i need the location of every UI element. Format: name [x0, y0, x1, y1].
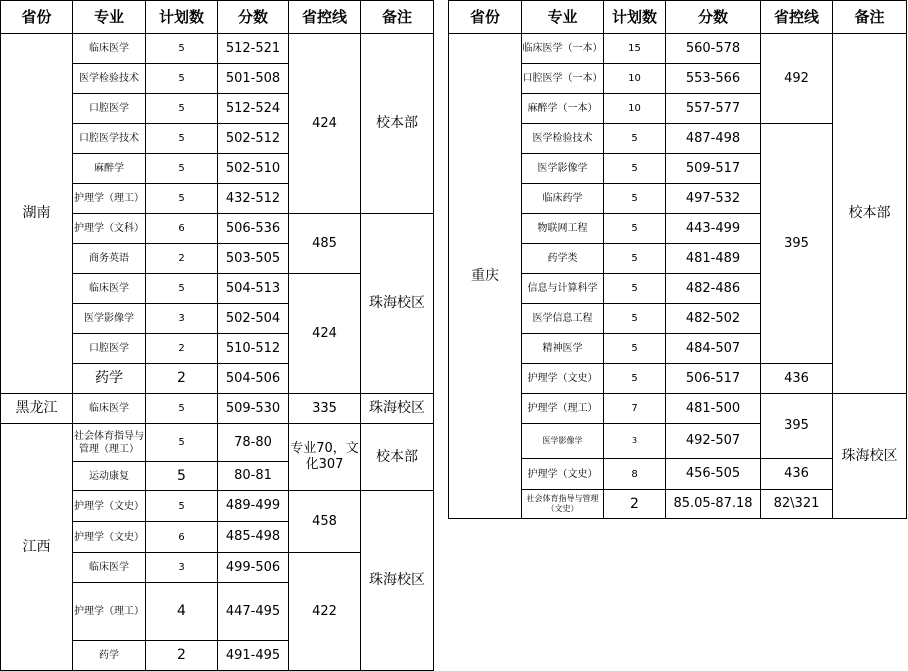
header-control: 省控线 — [761, 1, 833, 34]
plan-cell: 5 — [146, 154, 218, 184]
control-line-cell: 395 — [761, 394, 833, 459]
plan-cell: 5 — [604, 274, 666, 304]
major-cell: 口腔医学 — [73, 94, 146, 124]
score-cell: 487-498 — [666, 124, 761, 154]
province-cell: 江西 — [1, 424, 73, 671]
plan-cell: 7 — [604, 394, 666, 424]
major-cell: 商务英语 — [73, 244, 146, 274]
plan-cell: 3 — [146, 304, 218, 334]
score-cell: 78-80 — [218, 424, 289, 462]
control-line-cell: 422 — [289, 553, 361, 671]
score-cell: 502-512 — [218, 124, 289, 154]
score-cell: 557-577 — [666, 94, 761, 124]
major-cell: 护理学（理工） — [73, 583, 146, 641]
major-cell: 麻醉学 — [73, 154, 146, 184]
major-cell: 运动康复 — [73, 462, 146, 491]
major-cell: 口腔医学 — [73, 334, 146, 364]
score-cell: 509-517 — [666, 154, 761, 184]
plan-cell: 2 — [146, 364, 218, 394]
score-cell: 553-566 — [666, 64, 761, 94]
control-line-cell: 专业70，文化307 — [289, 424, 361, 491]
plan-cell: 6 — [146, 522, 218, 553]
header-major: 专业 — [73, 1, 146, 34]
note-cell: 珠海校区 — [361, 491, 434, 671]
major-cell: 临床医学 — [73, 553, 146, 583]
plan-cell: 3 — [604, 424, 666, 459]
plan-cell: 5 — [146, 94, 218, 124]
plan-cell: 5 — [604, 184, 666, 214]
major-cell: 麻醉学（一本） — [522, 94, 604, 124]
plan-cell: 5 — [146, 64, 218, 94]
plan-cell: 5 — [604, 334, 666, 364]
plan-cell: 2 — [146, 334, 218, 364]
header-plan: 计划数 — [604, 1, 666, 34]
score-cell: 481-500 — [666, 394, 761, 424]
major-cell: 护理学（文史） — [522, 364, 604, 394]
score-cell: 502-504 — [218, 304, 289, 334]
header-score: 分数 — [218, 1, 289, 34]
admission-table-left — [0, 0, 434, 671]
score-cell: 491-495 — [218, 641, 289, 671]
control-line-cell: 485 — [289, 214, 361, 274]
major-cell: 医学影像学 — [73, 304, 146, 334]
score-cell: 485-498 — [218, 522, 289, 553]
score-cell: 497-532 — [666, 184, 761, 214]
control-line-cell: 436 — [761, 364, 833, 394]
table-row — [1, 394, 434, 424]
major-cell: 护理学（文科） — [73, 214, 146, 244]
control-line-cell: 492 — [761, 34, 833, 124]
plan-cell: 3 — [146, 553, 218, 583]
note-cell: 珠海校区 — [361, 214, 434, 394]
control-line-cell: 436 — [761, 459, 833, 490]
header-major: 专业 — [522, 1, 604, 34]
admission-table-right — [448, 0, 907, 519]
plan-cell: 5 — [146, 462, 218, 491]
plan-cell: 10 — [604, 64, 666, 94]
header-row — [1, 1, 434, 34]
score-cell: 482-486 — [666, 274, 761, 304]
note-cell: 校本部 — [833, 34, 907, 394]
plan-cell: 5 — [604, 244, 666, 274]
control-line-cell: 395 — [761, 124, 833, 364]
score-cell: 489-499 — [218, 491, 289, 522]
plan-cell: 5 — [604, 304, 666, 334]
header-plan: 计划数 — [146, 1, 218, 34]
score-cell: 503-505 — [218, 244, 289, 274]
control-line-cell: 458 — [289, 491, 361, 553]
score-cell: 481-489 — [666, 244, 761, 274]
header-row — [449, 1, 907, 34]
major-cell: 物联网工程 — [522, 214, 604, 244]
plan-cell: 2 — [146, 641, 218, 671]
score-cell: 499-506 — [218, 553, 289, 583]
major-cell: 医学信息工程 — [522, 304, 604, 334]
major-cell: 临床医学 — [73, 394, 146, 424]
score-cell: 484-507 — [666, 334, 761, 364]
plan-cell: 10 — [604, 94, 666, 124]
score-cell: 502-510 — [218, 154, 289, 184]
score-cell: 560-578 — [666, 34, 761, 64]
major-cell: 护理学（文史） — [73, 491, 146, 522]
major-cell: 信息与计算科学 — [522, 274, 604, 304]
table-row — [1, 424, 434, 462]
plan-cell: 5 — [604, 364, 666, 394]
major-cell: 护理学（文史） — [522, 459, 604, 490]
control-line-cell: 335 — [289, 394, 361, 424]
major-cell: 医学影像学 — [522, 154, 604, 184]
major-cell: 临床医学 — [73, 274, 146, 304]
table-row — [1, 34, 434, 64]
score-cell: 512-521 — [218, 34, 289, 64]
major-cell: 护理学（理工） — [73, 184, 146, 214]
plan-cell: 5 — [146, 34, 218, 64]
score-cell: 506-517 — [666, 364, 761, 394]
score-cell: 492-507 — [666, 424, 761, 459]
major-cell: 护理学（理工） — [522, 394, 604, 424]
score-cell: 85.05-87.18 — [666, 490, 761, 519]
score-cell: 510-512 — [218, 334, 289, 364]
control-line-cell: 424 — [289, 34, 361, 214]
major-cell: 医学检验技术 — [522, 124, 604, 154]
plan-cell: 8 — [604, 459, 666, 490]
header-note: 备注 — [833, 1, 907, 34]
control-line-cell: 82\321 — [761, 490, 833, 519]
major-cell: 医学影像学 — [522, 424, 604, 459]
plan-cell: 4 — [146, 583, 218, 641]
major-cell: 医学检验技术 — [73, 64, 146, 94]
province-cell: 重庆 — [449, 34, 522, 519]
major-cell: 护理学（文史） — [73, 522, 146, 553]
score-cell: 504-513 — [218, 274, 289, 304]
plan-cell: 5 — [146, 274, 218, 304]
score-cell: 501-508 — [218, 64, 289, 94]
plan-cell: 5 — [604, 124, 666, 154]
province-cell: 黑龙江 — [1, 394, 73, 424]
major-cell: 药学 — [73, 364, 146, 394]
major-cell: 口腔医学（一本） — [522, 64, 604, 94]
score-cell: 443-499 — [666, 214, 761, 244]
score-cell: 506-536 — [218, 214, 289, 244]
score-cell: 509-530 — [218, 394, 289, 424]
note-cell: 校本部 — [361, 424, 434, 491]
score-cell: 447-495 — [218, 583, 289, 641]
score-cell: 512-524 — [218, 94, 289, 124]
plan-cell: 2 — [146, 244, 218, 274]
plan-cell: 6 — [146, 214, 218, 244]
plan-cell: 5 — [146, 184, 218, 214]
note-cell: 校本部 — [361, 34, 434, 214]
plan-cell: 5 — [604, 154, 666, 184]
control-line-cell: 424 — [289, 274, 361, 394]
score-cell: 482-502 — [666, 304, 761, 334]
major-cell: 药学类 — [522, 244, 604, 274]
header-province: 省份 — [449, 1, 522, 34]
note-cell: 珠海校区 — [833, 394, 907, 519]
plan-cell: 2 — [604, 490, 666, 519]
plan-cell: 15 — [604, 34, 666, 64]
plan-cell: 5 — [146, 491, 218, 522]
header-control: 省控线 — [289, 1, 361, 34]
score-cell: 80-81 — [218, 462, 289, 491]
major-cell: 精神医学 — [522, 334, 604, 364]
header-score: 分数 — [666, 1, 761, 34]
note-cell: 珠海校区 — [361, 394, 434, 424]
header-note: 备注 — [361, 1, 434, 34]
major-cell: 临床药学 — [522, 184, 604, 214]
plan-cell: 5 — [146, 424, 218, 462]
province-cell: 湖南 — [1, 34, 73, 394]
major-cell: 社会体育指导与管理（文史） — [522, 490, 604, 519]
score-cell: 456-505 — [666, 459, 761, 490]
major-cell: 临床医学（一本） — [522, 34, 604, 64]
major-cell: 社会体育指导与管理（理工） — [73, 424, 146, 462]
major-cell: 药学 — [73, 641, 146, 671]
major-cell: 口腔医学技术 — [73, 124, 146, 154]
score-cell: 504-506 — [218, 364, 289, 394]
plan-cell: 5 — [146, 394, 218, 424]
header-province: 省份 — [1, 1, 73, 34]
plan-cell: 5 — [146, 124, 218, 154]
score-cell: 432-512 — [218, 184, 289, 214]
table-row — [449, 34, 907, 64]
major-cell: 临床医学 — [73, 34, 146, 64]
plan-cell: 5 — [604, 214, 666, 244]
